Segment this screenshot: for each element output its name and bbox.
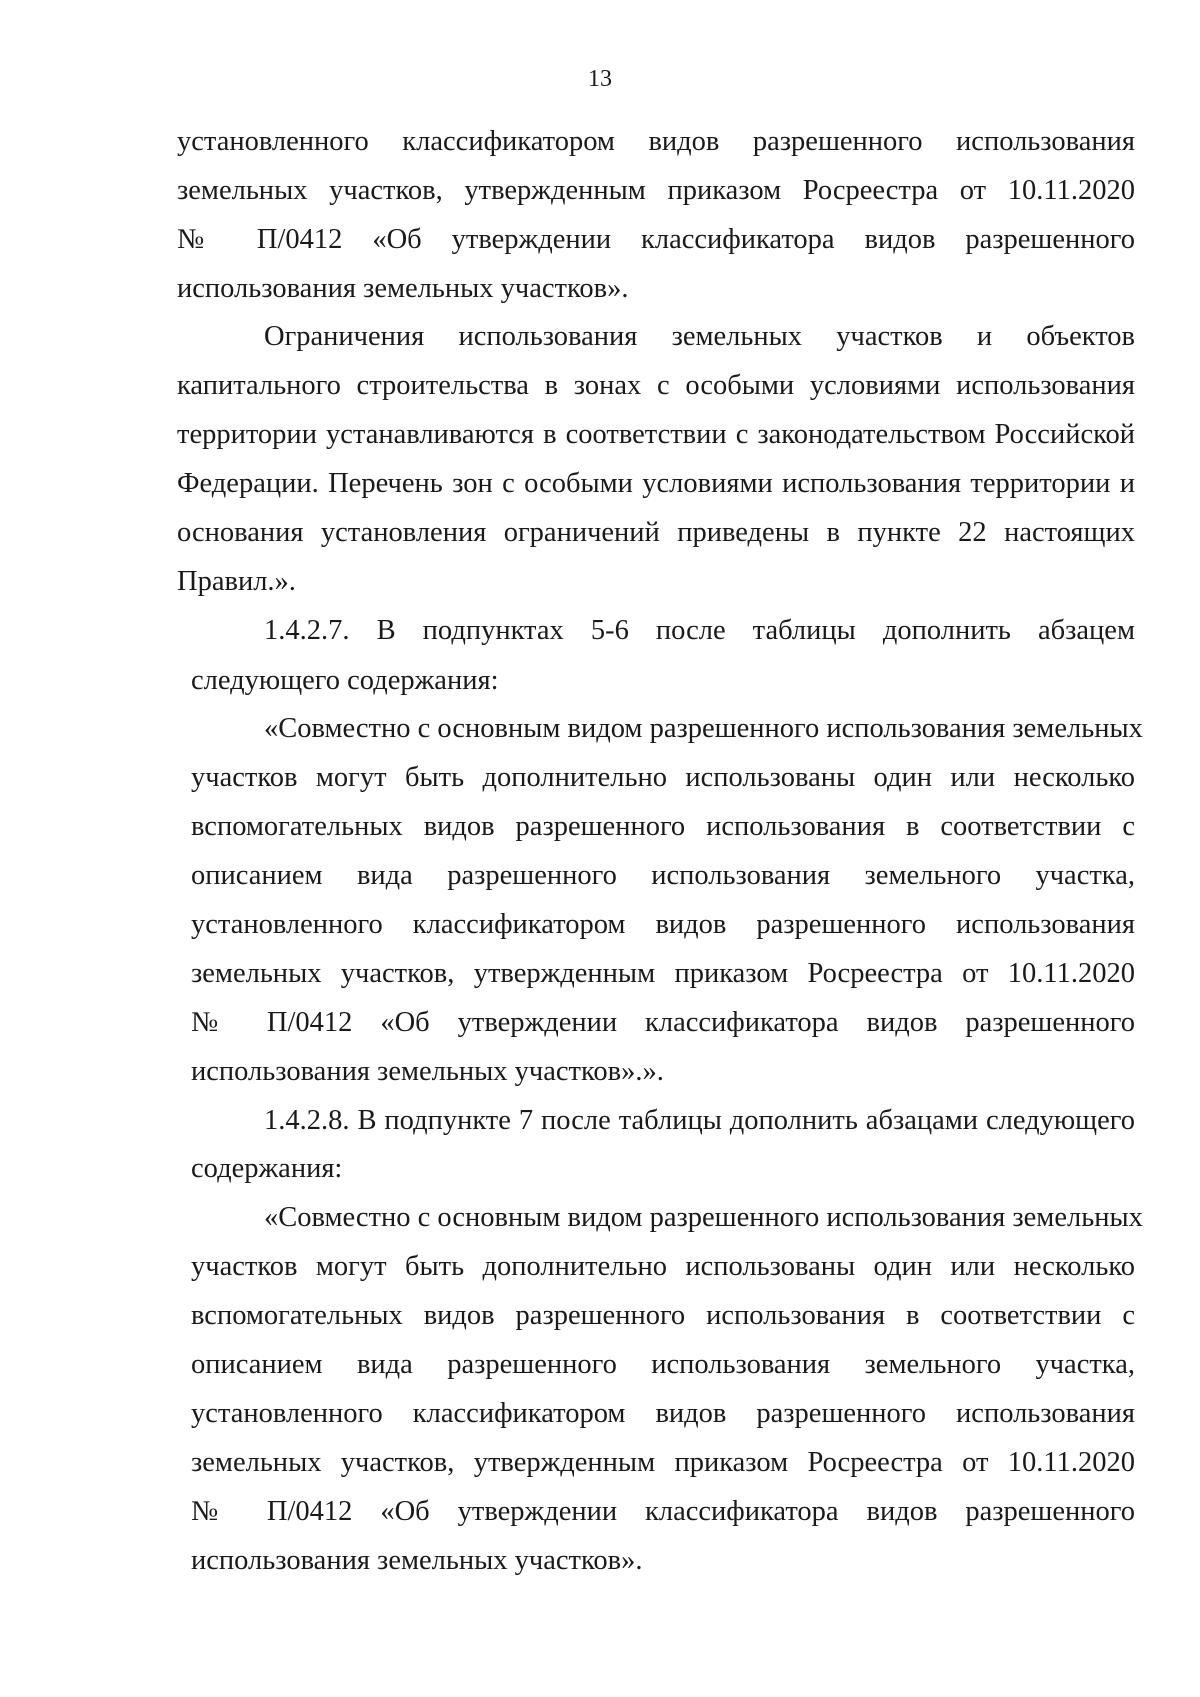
text-line: участков могут быть дополнительно использованы один или несколько <box>191 1251 1135 1282</box>
text-line: следующего содержания: <box>191 665 499 696</box>
text-line: Ограничения использования земельных участков и объектов <box>264 321 1135 352</box>
text-line: территории устанавливаются в соответствии с законодательством Российской <box>177 419 1135 450</box>
text-line: использования земельных участков». <box>177 273 629 304</box>
text-line: 1.4.2.7. В подпунктах 5-6 после таблицы дополнить абзацем <box>264 615 1135 646</box>
text-line: содержания: <box>191 1153 343 1184</box>
text-line: установленного классификатором видов разрешенного использования <box>177 126 1135 157</box>
text-line: вспомогательных видов разрешенного использования в соответствии с <box>191 1300 1135 1331</box>
text-line: земельных участков, утвержденным приказом Росреестра от 10.11.2020 <box>191 1447 1135 1478</box>
text-line: капитального строительства в зонах с особыми условиями использования <box>177 370 1135 401</box>
text-line: участков могут быть дополнительно использованы один или несколько <box>191 762 1135 793</box>
text-line: установленного классификатором видов разрешенного использования <box>191 1398 1135 1429</box>
text-line: «Совместно с основным видом разрешенного использования земельных <box>264 713 1143 744</box>
text-line: земельных участков, утвержденным приказом Росреестра от 10.11.2020 <box>177 175 1135 206</box>
text-line: № П/0412 «Об утверждении классификатора видов разрешенного <box>191 1496 1135 1527</box>
text-line: описанием вида разрешенного использования земельного участка, <box>191 1349 1135 1380</box>
text-line: № П/0412 «Об утверждении классификатора видов разрешенного <box>191 1007 1135 1038</box>
text-line: описанием вида разрешенного использования земельного участка, <box>191 860 1135 891</box>
text-line: № П/0412 «Об утверждении классификатора видов разрешенного <box>177 224 1135 255</box>
text-line: 1.4.2.8. В подпункте 7 после таблицы дополнить абзацами следующего <box>264 1105 1135 1136</box>
text-line: Федерации. Перечень зон с особыми условиями использования территории и <box>177 468 1135 499</box>
page-number: 13 <box>588 66 612 92</box>
text-line: «Совместно с основным видом разрешенного использования земельных <box>264 1202 1143 1233</box>
text-line: основания установления ограничений приведены в пункте 22 настоящих <box>177 517 1135 548</box>
text-line: установленного классификатором видов разрешенного использования <box>191 909 1135 940</box>
text-line: использования земельных участков». <box>191 1545 643 1576</box>
text-line: Правил.». <box>177 566 296 597</box>
text-line: вспомогательных видов разрешенного использования в соответствии с <box>191 811 1135 842</box>
text-line: земельных участков, утвержденным приказом Росреестра от 10.11.2020 <box>191 958 1135 989</box>
text-line: использования земельных участков».». <box>191 1056 664 1087</box>
